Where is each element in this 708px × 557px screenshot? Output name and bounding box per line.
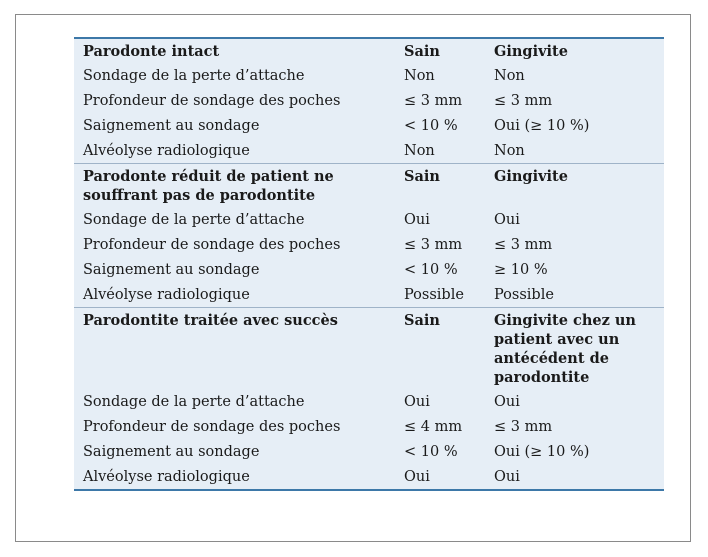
table-row [74,208,664,233]
row-col2: ≤ 4 mm [404,419,463,435]
table-row [74,390,664,415]
row-col2: ≤ 3 mm [404,93,463,109]
row-col3: ≥ 10 % [494,262,548,278]
row-label: Alvéolyse radiologique [83,469,250,485]
row-label: Profondeur de sondage des poches [83,93,341,109]
row-col3: ≤ 3 mm [494,93,553,109]
row-label: Sondage de la perte d’attache [83,394,305,410]
row-col3: ≤ 3 mm [494,237,553,253]
row-col3: Non [494,143,525,159]
row-col3: Oui [494,212,520,228]
section-col2-header: Sain [404,168,440,185]
row-label: Saignement au sondage [83,118,260,134]
row-col3: Non [494,68,525,84]
row-col2: Oui [404,212,430,228]
row-label: Profondeur de sondage des poches [83,419,341,435]
section-col3-header: Gingivite [494,43,568,60]
row-col3: Oui (≥ 10 %) [494,444,590,460]
row-label: Alvéolyse radiologique [83,287,250,303]
row-label: Saignement au sondage [83,444,260,460]
row-col2: Possible [404,287,464,303]
table-row [74,64,664,89]
section-title: Parodonte intact [83,43,220,60]
table-row [74,283,664,307]
section-col3-header: Gingivite [494,168,568,185]
row-col3: Possible [494,287,554,303]
table-row [74,415,664,440]
section-header-row [74,308,664,390]
table-row [74,465,664,489]
row-col2: Non [404,143,435,159]
table-row [74,440,664,465]
row-col2: ≤ 3 mm [404,237,463,253]
row-col2: < 10 % [404,262,458,278]
table-row [74,89,664,114]
table-row [74,258,664,283]
section-reduced [74,163,664,307]
row-label: Saignement au sondage [83,262,260,278]
row-col3: Oui (≥ 10 %) [494,118,590,134]
table-row [74,114,664,139]
section-title: Parodontite traitée avec succès [83,312,338,329]
table-row [74,139,664,163]
table-row [74,233,664,258]
row-col2: Oui [404,394,430,410]
section-title: Parodonte réduit de patient ne souffrant pas de parodontite [83,168,334,204]
section-header-row [74,39,664,64]
section-treated [74,307,664,489]
row-label: Sondage de la perte d’attache [83,212,305,228]
row-col2: Non [404,68,435,84]
row-label: Sondage de la perte d’attache [83,68,305,84]
row-col2: Oui [404,469,430,485]
section-col2-header: Sain [404,43,440,60]
row-col2: < 10 % [404,444,458,460]
row-col3: ≤ 3 mm [494,419,553,435]
row-col3: Oui [494,469,520,485]
section-col3-header: Gingivite chez un patient avec un antécédent de parodontite [494,312,636,386]
row-label: Alvéolyse radiologique [83,143,250,159]
section-header-row [74,164,664,208]
figure-frame [15,14,691,542]
row-col3: Oui [494,394,520,410]
section-intact [74,39,664,163]
section-col2-header: Sain [404,312,440,329]
row-col2: < 10 % [404,118,458,134]
row-label: Profondeur de sondage des poches [83,237,341,253]
periodontal-status-table [74,37,664,491]
